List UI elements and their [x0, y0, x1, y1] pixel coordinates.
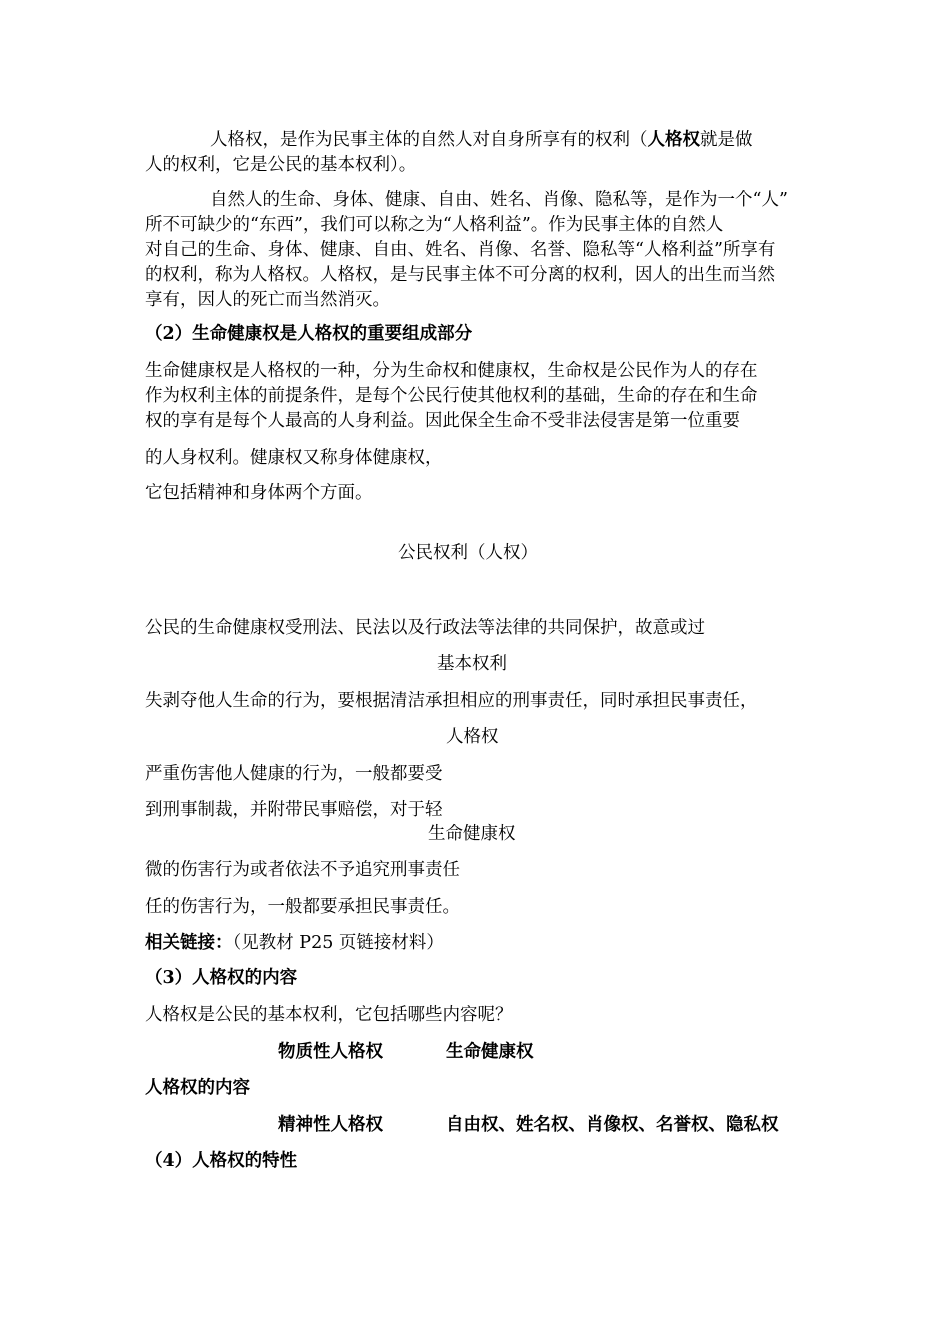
- paragraph-line: 的人身权利。健康权又称身体健康权，: [145, 448, 443, 468]
- spiritual-personality-items: 自由权、姓名权、肖像权、名誉权、隐私权: [446, 1115, 779, 1135]
- diagram-node-personality: 人格权: [446, 727, 499, 747]
- content-root-label: 人格权的内容: [145, 1078, 250, 1098]
- paragraph-line: 享有，因人的死亡而当然消灭。: [145, 290, 390, 310]
- paragraph-line: 严重伤害他人健康的行为，一般都要受: [145, 764, 443, 784]
- paragraph-line: 失剥夺他人生命的行为，要根据清洁承担相应的刑事责任，同时承担民事责任，: [145, 691, 758, 711]
- diagram-node-basic: 基本权利: [437, 654, 507, 674]
- paragraph-line: 对自己的生命、身体、健康、自由、姓名、肖像、名誉、隐私等“人格利益”所享有: [145, 240, 776, 260]
- section-heading: （4）人格权的特性: [145, 1151, 298, 1171]
- bold-term: 人格权: [647, 130, 700, 150]
- diagram-node-top: 公民权利（人权）: [398, 543, 538, 563]
- section-heading: （3）人格权的内容: [145, 968, 298, 988]
- paragraph-line: [210, 128, 753, 152]
- material-personality-label: 物质性人格权: [278, 1042, 383, 1062]
- link-text: （见教材 P25 页链接材料）: [232, 933, 444, 953]
- link-label: 相关链接：: [145, 933, 233, 953]
- text-span: 人格权，是作为民事主体的自然人对自身所享有的权利（: [210, 130, 648, 150]
- paragraph-line: 到刑事制裁，并附带民事赔偿，对于轻: [145, 800, 443, 820]
- paragraph-line: 微的伤害行为或者依法不予追究刑事责任: [145, 860, 460, 880]
- paragraph-line: 所不可缺少的“东西”，我们可以称之为“人格利益”。作为民事主体的自然人: [145, 215, 724, 235]
- paragraph-line: 自然人的生命、身体、健康、自由、姓名、肖像、隐私等，是作为一个“人”: [210, 190, 788, 210]
- spiritual-personality-label: 精神性人格权: [278, 1115, 383, 1135]
- paragraph-line: 任的伤害行为，一般都要承担民事责任。: [145, 897, 460, 917]
- material-personality-item: 生命健康权: [446, 1042, 534, 1062]
- paragraph-line: 人格权是公民的基本权利，它包括哪些内容呢？: [145, 1005, 513, 1025]
- paragraph-line: 人的权利，它是公民的基本权利）。: [145, 155, 417, 175]
- diagram-node-life: 生命健康权: [428, 824, 516, 844]
- paragraph-line: 权的享有是每个人最高的人身利益。因此保全生命不受非法侵害是第一位重要: [145, 411, 740, 431]
- paragraph-line: 生命健康权是人格权的一种，分为生命权和健康权，生命权是公民作为人的存在: [145, 361, 758, 381]
- text-span: 就是做: [700, 130, 753, 150]
- section-heading: （2）生命健康权是人格权的重要组成部分: [145, 324, 473, 344]
- paragraph-line: 的权利，称为人格权。人格权，是与民事主体不可分离的权利，因人的出生而当然: [145, 265, 775, 285]
- related-link: [145, 931, 444, 955]
- paragraph-line: 作为权利主体的前提条件，是每个公民行使其他权利的基础，生命的存在和生命: [145, 386, 758, 406]
- paragraph-line: 公民的生命健康权受刑法、民法以及行政法等法律的共同保护，故意或过: [145, 618, 705, 638]
- paragraph-line: 它包括精神和身体两个方面。: [145, 483, 373, 503]
